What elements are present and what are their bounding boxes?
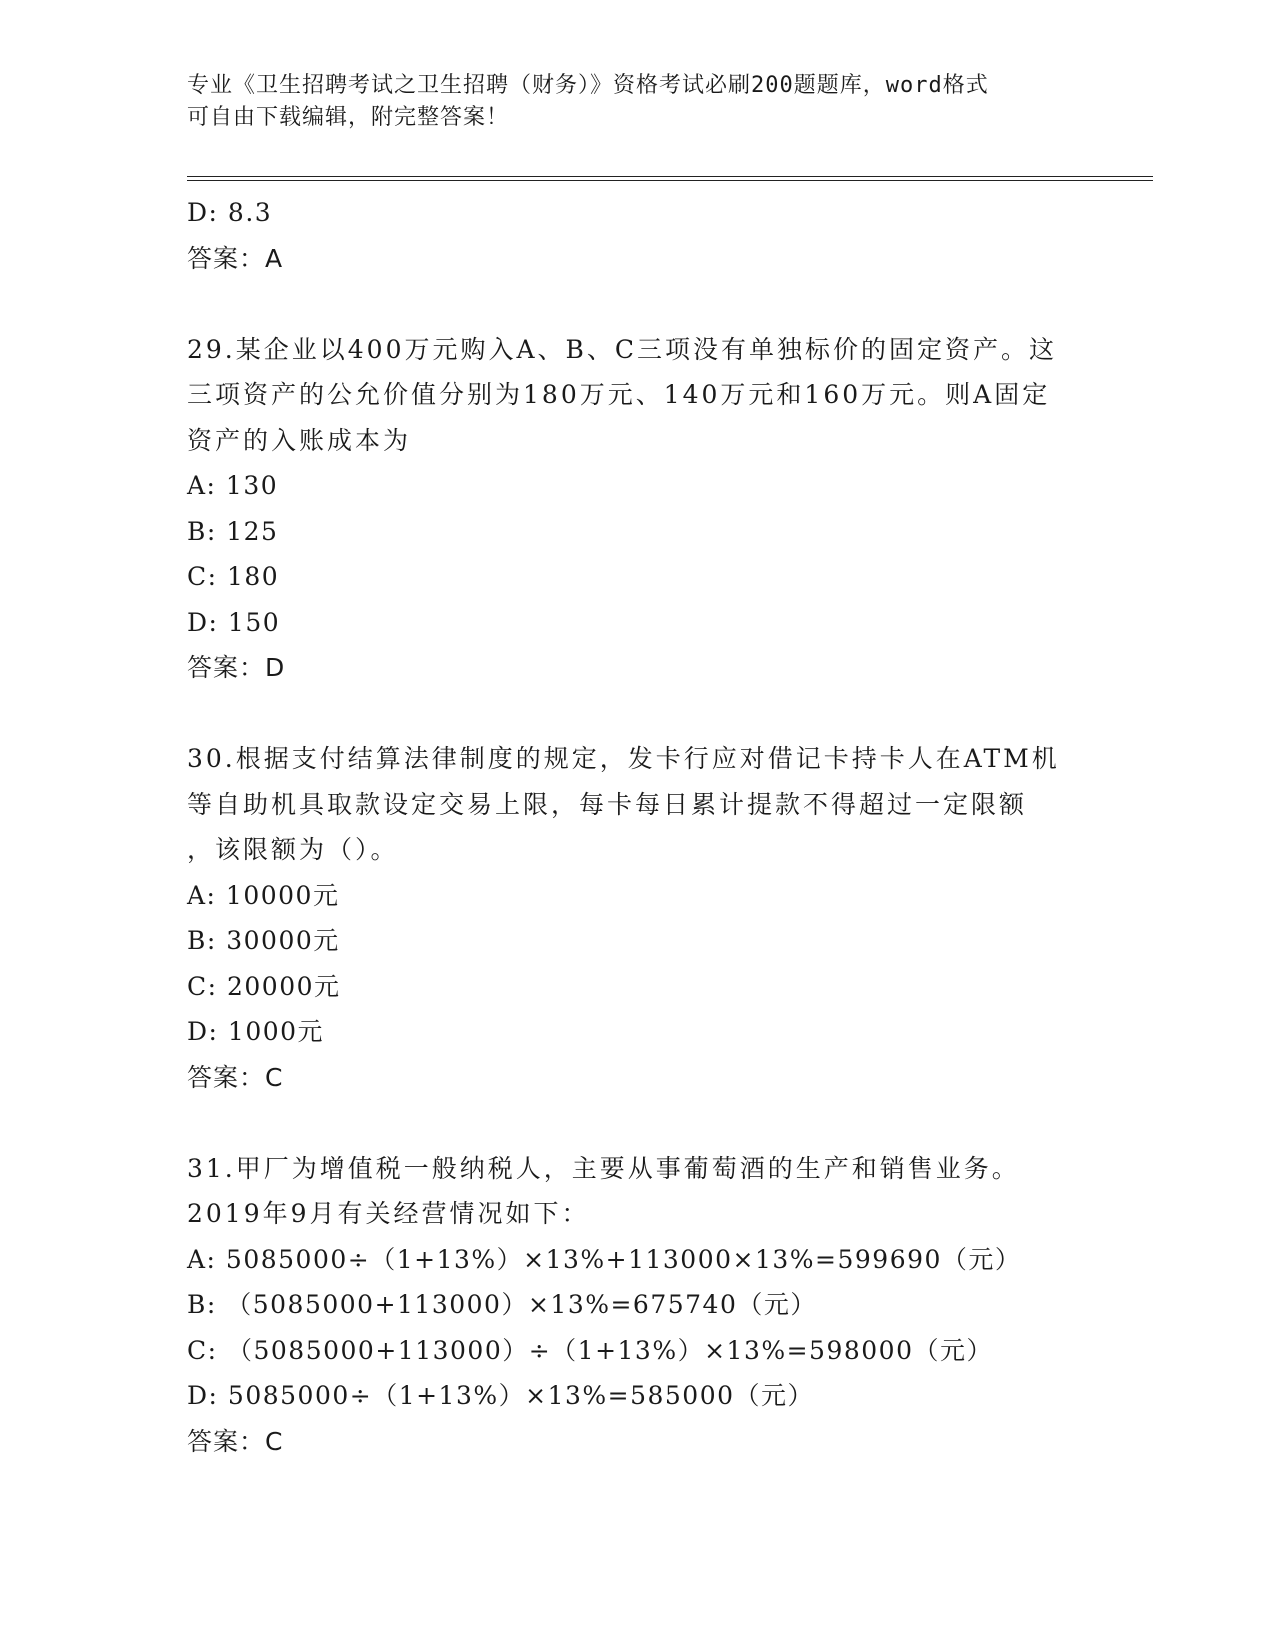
answer-line: 答案：A (187, 243, 284, 273)
answer-line: 答案：D (187, 653, 286, 682)
option-c: C: 180 (187, 562, 280, 591)
page-header (187, 70, 1087, 134)
option-c: C: 20000元 (187, 971, 341, 1001)
option-a: A: 130 (187, 471, 279, 500)
question-text-line: 2019年9月有关经营情况如下： (187, 1199, 590, 1228)
answer-line: 答案：C (187, 1062, 284, 1092)
option-b: B: （5085000+113000）×13%=675740（元） (187, 1290, 817, 1319)
question-29 (187, 327, 1087, 691)
option-a: A: 5085000÷（1+13%）×13%+113000×13%=599690（元） (187, 1244, 1022, 1274)
question-text-line: 三项资产的公允价值分别为180万元、140万元和160万元。则A固定 (187, 380, 1051, 409)
question-text (187, 736, 1087, 873)
header-title-line1: 专业《卫生招聘考试之卫生招聘（财务）》资格考试必刷200题题库，word格式 (187, 73, 989, 98)
option-a: A: 10000元 (187, 880, 340, 910)
question-text-line: 等自助机具取款设定交易上限，每卡每日累计提款不得超过一定限额 (187, 789, 1028, 819)
header-divider (187, 176, 1153, 181)
option-d: D: 1000元 (187, 1017, 325, 1046)
question-text-line: 29.某企业以400万元购入A、B、C三项没有单独标价的固定资产。这 (187, 334, 1058, 364)
option-d: D: 8.3 (187, 198, 273, 227)
option-d: D: 150 (187, 607, 281, 637)
question-text-line: 资产的入账成本为 (187, 425, 412, 455)
question-text-line: ，该限额为（）。 (187, 835, 399, 864)
question-text-line: 30.根据支付结算法律制度的规定，发卡行应对借记卡持卡人在ATM机 (187, 744, 1060, 773)
option-b: B: 30000元 (187, 926, 340, 955)
question-text-line: 31.甲厂为增值税一般纳税人，主要从事葡萄酒的生产和销售业务。 (187, 1153, 1020, 1183)
question-text (187, 1146, 1087, 1237)
option-b: B: 125 (187, 516, 279, 546)
header-title-line2: 可自由下载编辑，附完整答案！ (187, 105, 510, 130)
question-30 (187, 736, 1087, 1100)
question-31 (187, 1146, 1087, 1465)
option-d: D: 5085000÷（1+13%）×13%=585000（元） (187, 1381, 815, 1410)
option-c: C: （5085000+113000）÷（1+13%）×13%=598000（元） (187, 1335, 993, 1365)
previous-question-tail (187, 190, 1087, 281)
answer-line: 答案：C (187, 1426, 284, 1456)
question-text (187, 327, 1087, 464)
document-body (187, 190, 1087, 1464)
